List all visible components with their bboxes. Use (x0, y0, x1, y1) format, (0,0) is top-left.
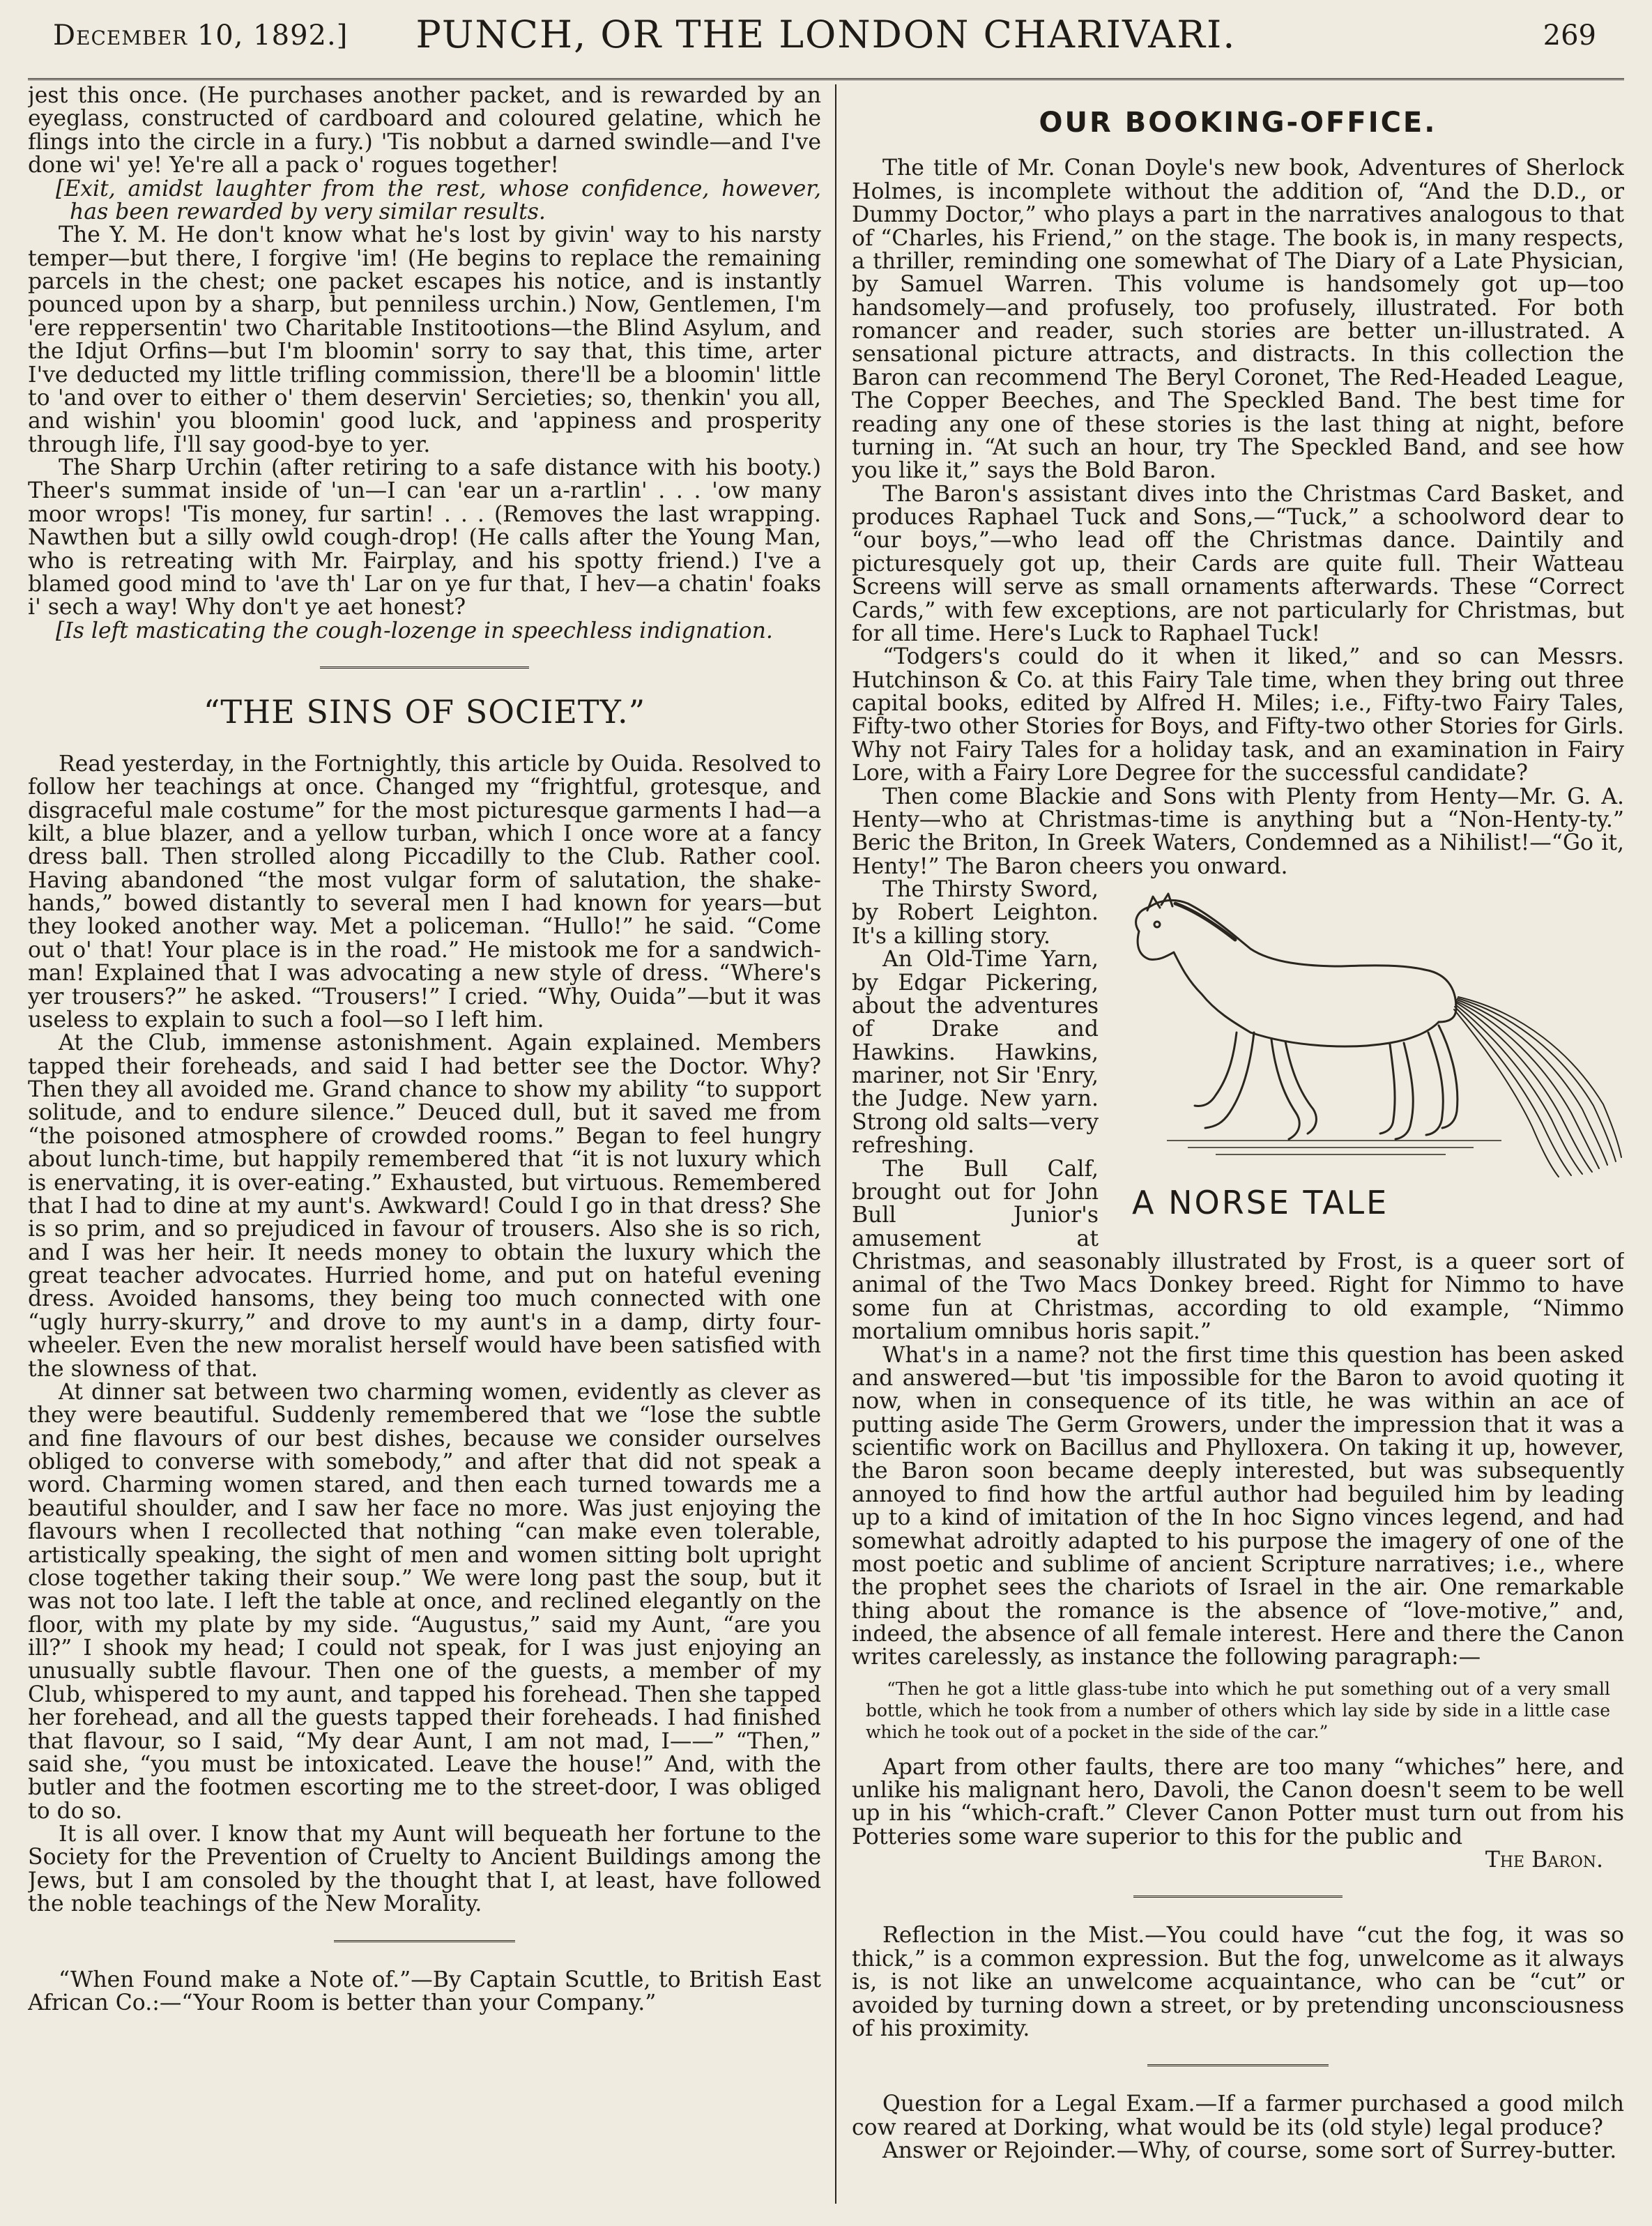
article-title: “THE SINS OF SOCIETY.” (203, 693, 646, 731)
paragraph: The Sharp Urchin (after retiring to a safe distance with his booty.) Theer's summat inside of 'un—I can 'ear un a-rartlin' . . . 'ow many moor wrops! 'Tis money, fur sartin! . . . (Removes the last wrapping. Nawthen but a silly owld cough-drop! (He calls after the Young Man, who is retreating with Mr. Fairplay, and his spotty friend.) I've a blamed good mind to 'ave th' Lar on ye fur that, I hev—a chatin' foaks i' sech a way! Why don't ye aet honest? (28, 455, 821, 620)
section-rule (334, 1940, 515, 1945)
masthead (28, 0, 1624, 80)
paragraph: An Old-Time Yarn, by Edgar Pickering, about the adventures of Drake and Hawkins. Hawkins, mariner, not Sir 'Enry, the Judge. New yarn. Strong old salts—very refreshing. (852, 947, 1099, 1159)
paragraph: Reflection in the Mist.—You could have “cut the fog, it was so thick,” is a common expression. But the fog, unwelcome as it always is, is not like an unwelcome acquaintance, who can be “cut” or avoided by turning down a street, or by pretending unconsciousness of his proximity. (852, 1923, 1624, 2041)
paragraph: It is all over. I know that my Aunt will bequeath her fortune to the Society for the Prevention of Cruelty to Ancient Buildings among the Jews, but I am consoled by the thought that I, at least, have followed the noble teachings of the New Morality. (28, 1822, 821, 1917)
paragraph: The title of Mr. Conan Doyle's new book, Adventures of Sherlock Holmes, is incomplete without the addition of, “And the D.D., or Dummy Doctor,” who plays a part in the narratives analogous to that of “Charles, his Friend,” on the stage. The book is, in many respects, a thriller, reminding one somewhat of The Diary of a Late Physician, by Samuel Warren. This volume is handsomely got up—too handsomely—and profusely, too profusely, illustrated. For both romancer and reader, such stories are better un-illustrated. A sensational picture attracts, and distracts. In this collection the Baron can recommend The Beryl Coronet, The Red-Headed League, The Copper Beeches, and The Speckled Band. The best time for reading any one of these stories is the last thing at night, before turning in. “At such an hour, try The Speckled Band, and see how you like it,” says the Bold Baron. (852, 155, 1624, 484)
columns (28, 84, 1624, 2204)
issue-date: December 10, 1892.] (53, 20, 349, 52)
paragraph: “When Found make a Note of.”—By Captain Scuttle, to British East African Co.:—“Your Room is better than your Company.” (28, 1967, 821, 2015)
paragraph: Then come Blackie and Sons with Plenty from Henty—Mr. G. A. Henty—who at Christmas-time is anything but a “Non-Henty-ty.” Beric the Briton, In Greek Waters, Condemned as a Nihilist!—“Go it, Henty!” The Baron cheers you onward. (852, 784, 1624, 879)
horse-drawing (1111, 883, 1624, 1182)
paragraph: Answer or Rejoinder.—Why, of course, some sort of Surrey-butter. (882, 2138, 1617, 2164)
paragraph: What's in a name? not the first time this question has been asked and answered—but 'tis impossible for the Baron to avoid quoting it now, when in consequence of its title, he was within an ace of putting aside The Germ Growers, under the impression that it was a scientific work on Bacillus and Phylloxera. On taking it up, however, the Baron soon became deeply interested, but was subsequently annoyed to find how the artful author had beguiled him by leading up to a kind of imitation of the In hoc Signo vinces legend, and had somewhat adroitly adapted to his purpose the imagery of one of the most poetic and sublime of ancient Scripture narratives; i.e., where the prophet sees the chariots of Israel in the air. One remarkable thing about the romance is the absence of “love-motive,” and, indeed, the absence of all female interest. Here and there the Canon writes carelessly, as instance the following paragraph:— (852, 1342, 1624, 1670)
paragraph: jest this once. (He purchases another packet, and is rewarded by an eyeglass, constructed of cardboard and coloured gelatine, which he flings into the circle in a fury.) 'Tis nobbut a darned swindle—and I've done wi' ye! Ye're all a pack o' rogues together! (28, 84, 821, 178)
right-column (852, 84, 1624, 2204)
left-column (28, 84, 821, 2204)
paragraph: At dinner sat between two charming women, evidently as clever as they were beautiful. Suddenly remembered that we “lose the subtle and fine flavours of our best dishes, because we consider ourselves obliged to converse with somebody,” and after that did not speak a word. Charming women stared, and then each turned towards me a beautiful shoulder, and I saw her face no more. Was just enjoying the flavours when I recollected that nothing “can make even tolerable, artistically speaking, the sight of men and women sitting bolt upright close together taking their soup.” We were long past the soup, but it was not too late. I left the table at once, and reclined elegantly on the floor, with my plate by my side. “Augustus,” said my Aunt, “are you ill?” I shook my head; I could not speak, for I was just enjoying an unusually subtle flavour. Then one of the guests, a member of my Club, whispered to my aunt, and tapped his forehead. Then she tapped her forehead, and all the guests tapped their foreheads. I had finished that flavour, so I said, “My dear Aunt, I am not mad, I——” “Then,” said she, “you must be intoxicated. Leave the house!” And, with the butler and the footmen escorting me to the street-door, I was obliged to do so. (28, 1379, 821, 1824)
paragraph: The Y. M. He don't know what he's lost by givin' way to his narsty temper—but there, I forgive 'im! (He begins to replace the remaining parcels in the chest; one packet escapes his notice, and is instantly pounced upon by a sharp, but penniless urchin.) Now, Gentlemen, I'm 'ere reppersentin' two Charitable Institootions—the Blind Asylum, and the Idjut Orfins—but I'm bloomin' sorry to say that, this time, arter I've deducted my little trifling commission, there'll be a bloomin' little to 'and over to either o' them deservin' Sercieties; so, thenkin' you all, and wishin' you bloomin' good luck, and 'appiness and prosperity through life, I'll say good-bye to yer. (28, 222, 821, 457)
article-title: OUR BOOKING-OFFICE. (1039, 107, 1437, 139)
paragraph: The Baron's assistant dives into the Christmas Card Basket, and produces Raphael Tuck and Sons,—“Tuck,” a schoolword dear to “our boys,”—who lead off the Christmas dance. Daintily and picturesquely got up, their Cards are quite full. Their Watteau Screens will serve as small ornaments afterwards. These “Correct Cards,” with few exceptions, are not particularly for Christmas, but for all time. Here's Luck to Raphael Tuck! (852, 481, 1624, 646)
paragraph: The Thirsty Sword, by Robert Leighton. It's a killing story. (852, 877, 1099, 949)
column-divider (835, 84, 836, 2204)
paragraph: The Bull Calf, brought out for John Bull Junior's amusement at Christmas, and seasonably illustrated by Frost, is a queer sort of animal of the Two Macs Donkey breed. Right for Nimmo to have some fun at Christmas, according to old example, “Nimmo mortalium omnibus horis sapit.” (852, 1156, 1624, 1345)
section-rule (320, 666, 529, 671)
block-quote: “Then he got a little glass-tube into which he put something out of a very small bottle, which he took from a number of others which lay side by side in a little case which he took out of a pocket in the side of the car.” (866, 1678, 1610, 1743)
section-rule (1147, 2064, 1329, 2069)
paragraph: Apart from other faults, there are too many “whiches” here, and unlike his malignant hero, Davoli, the Canon doesn't seem to be well up in his “which-craft.” Clever Canon Potter must turn out from his Potteries some ware superior to this for the public and (852, 1754, 1624, 1850)
horse-illustration (1111, 883, 1624, 1224)
paragraph: Question for a Legal Exam.—If a farmer purchased a good milch cow reared at Dorking, what would be its (old style) legal produce? (852, 2091, 1624, 2140)
stage-direction: [Exit, amidst laughter from the rest, whose confidence, however, has been rewarded by very similar results. (56, 176, 821, 224)
publication-title: PUNCH, OR THE LONDON CHARIVARI. (415, 13, 1237, 56)
paragraph: Read yesterday, in the Fortnightly, this article by Ouida. Resolved to follow her teachings at once. Changed my “frightful, grotesque, and disgraceful male costume” for the most picturesque garments I had—a kilt, a blue blazer, and a yellow turban, which I once wore at a fancy dress ball. Then strolled along Piccadilly to the Club. Rather cool. Having abandoned “the most vulgar form of salutation, the shake-hands,” bowed distantly to several men I had known for years—but they looked another way. Met a policeman. “Hullo!” he said. “Come out o' that! Your place is in the road.” He mistook me for a sandwich-man! Explained that I was advocating a new style of dress. “Where's yer trousers?” he asked. “Trousers!” I cried. “Why, Ouida”—but it was useless to explain to such a fool—so I left him. (28, 751, 821, 1032)
section-rule (1133, 1896, 1343, 1900)
stage-direction: [Is left masticating the cough-lozenge in speechless indignation. (56, 618, 773, 643)
signature: The Baron. (1485, 1847, 1603, 1873)
paragraph: “Todgers's could do it when it liked,” and so can Messrs. Hutchinson & Co. at this Fairy Tale time, when they bring out three capital books, edited by Alfred H. Miles; i.e., Fifty-two Fairy Tales, Fifty-two other Stories for Boys, and Fifty-two other Stories for Girls. Why not Fairy Tales for a holiday task, and an examination in Fairy Lore, with a Fairy Lore Degree for the successful candidate? (852, 644, 1624, 786)
paragraph: At the Club, immense astonishment. Again explained. Members tapped their foreheads, and said I had better see the Doctor. Why? Then they all avoided me. Grand chance to show my ability “to support solitude, and to endure silence.” Deuced dull, but it saved me from “the poisoned atmosphere of crowded rooms.” Began to feel hungry about lunch-time, but happily remembered that “it is not luxury which is enervating, it is over-eating.” Exhausted, but virtuous. Remembered that I had to dine at my aunt's. Awkward! Could I go in that dress? She is so prim, and so prejudiced in favour of trousers. Also she is so rich, and I was her heir. It needs money to obtain the luxury which the great teacher advocates. Hurried home, and put on hateful evening dress. Avoided hansoms, they being too much connected with one “ugly hurry-skurry,” and drove to my aunt's in a damp, dirty four-wheeler. Even the new moralist herself would have been satisfied with the slowness of that. (28, 1030, 821, 1382)
page-number: 269 (1543, 20, 1596, 52)
illustration-caption: A NORSE TALE (1132, 1184, 1389, 1222)
